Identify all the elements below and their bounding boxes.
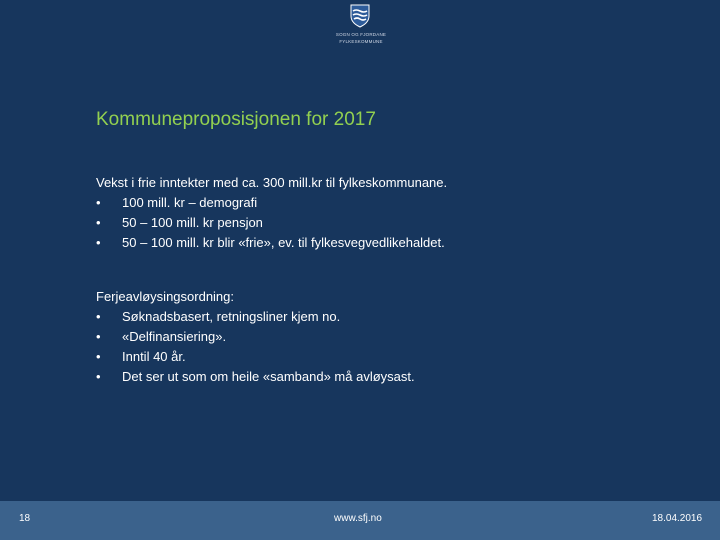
bullet-icon: • — [96, 369, 101, 384]
logo-text-line1: SOGN OG FJORDANE — [335, 32, 387, 37]
list-item-text: 50 – 100 mill. kr blir «frie», ev. til fylkesvegvedlikehaldet. — [122, 235, 445, 250]
footer-date: 18.04.2016 — [652, 513, 703, 524]
bullet-icon: • — [96, 329, 101, 344]
ferry-heading: Ferjeavløysingsordning: — [96, 289, 235, 304]
list-item-text: Inntil 40 år. — [122, 349, 186, 364]
bullet-icon: • — [96, 195, 101, 210]
bullet-icon: • — [96, 309, 101, 324]
list-item — [96, 347, 415, 367]
bullet-icon: • — [96, 215, 101, 230]
list-item — [96, 367, 415, 387]
bullet-icon: • — [96, 349, 101, 364]
list-item — [96, 213, 447, 233]
page-number: 18 — [19, 513, 31, 524]
ferry-section — [96, 287, 415, 387]
list-item — [96, 307, 415, 327]
revenue-heading: Vekst i frie inntekter med ca. 300 mill.kr til fylkeskommunane. — [96, 175, 448, 190]
county-logo — [330, 2, 392, 48]
logo-text-line2: FYLKESKOMMUNE — [339, 39, 383, 44]
list-item — [96, 233, 447, 253]
footer-url: www.sfj.no — [334, 513, 382, 524]
list-item-text: 100 mill. kr – demografi — [122, 195, 258, 210]
list-item-text: «Delfinansiering». — [122, 329, 227, 344]
coat-of-arms-icon — [350, 4, 370, 28]
bullet-icon: • — [96, 235, 101, 250]
list-item-text: 50 – 100 mill. kr pensjon — [122, 215, 263, 230]
footer-bar — [0, 501, 720, 540]
list-item — [96, 327, 415, 347]
list-item-text: Søknadsbasert, retningsliner kjem no. — [122, 309, 341, 324]
list-item-text: Det ser ut som om heile «samband» må avløysast. — [122, 369, 415, 384]
list-item — [96, 193, 447, 213]
revenue-section — [96, 173, 447, 253]
slide-title: Kommuneproposisjonen for 2017 — [96, 109, 376, 130]
